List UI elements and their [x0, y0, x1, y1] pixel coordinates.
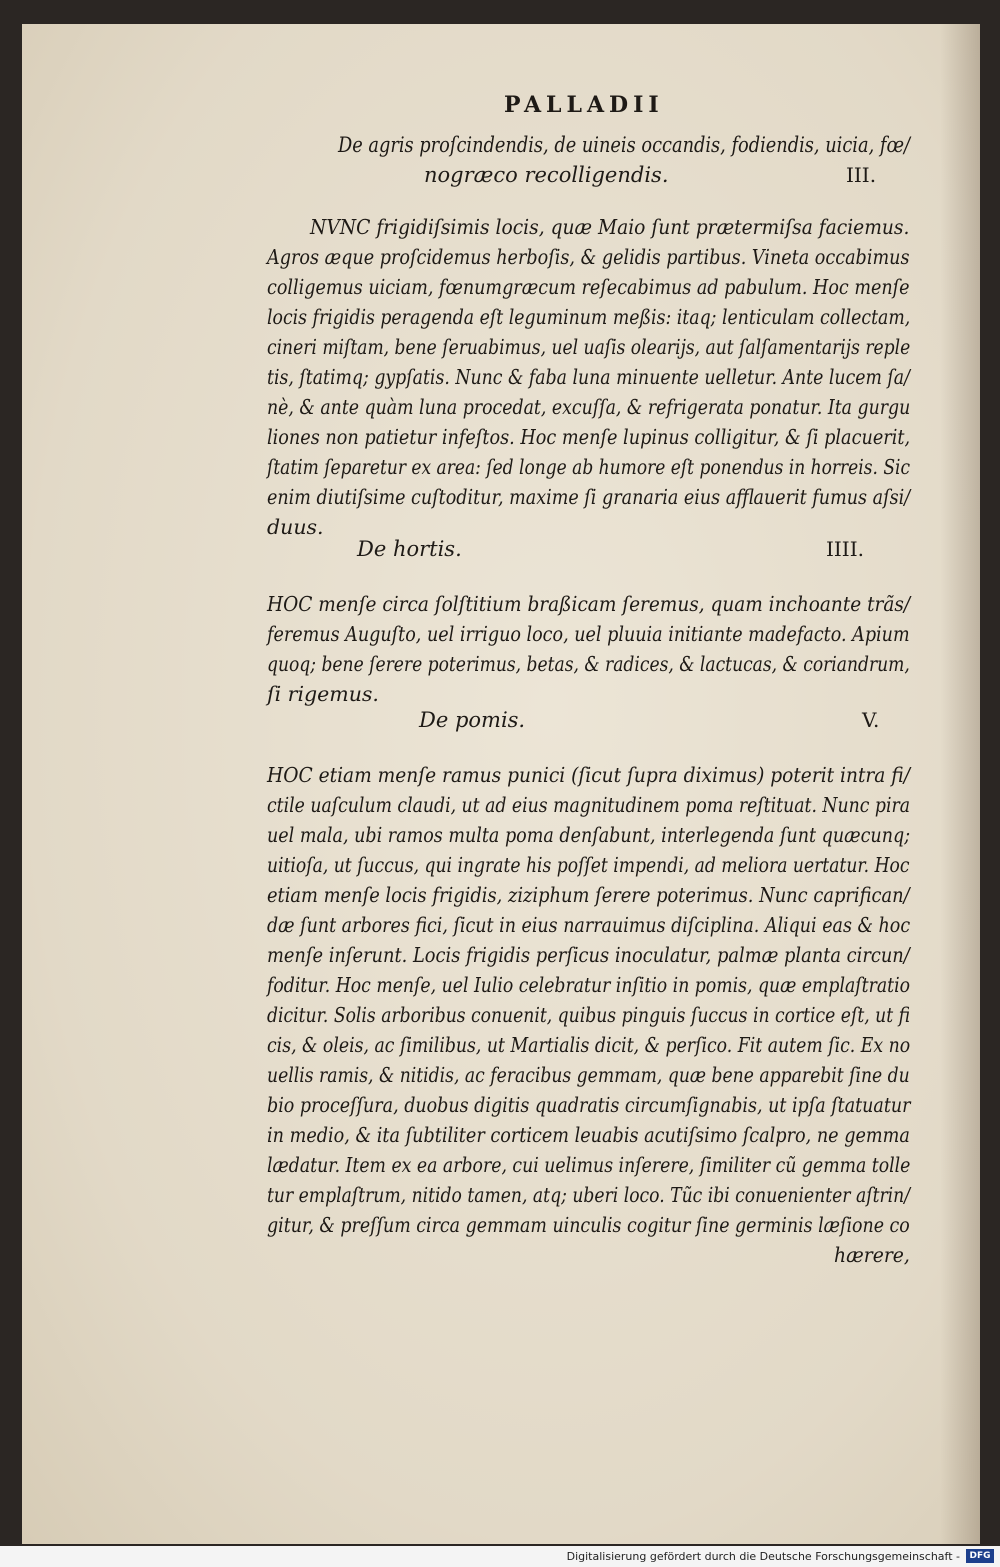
section-numeral: III. — [846, 163, 877, 187]
text-line: in medio, & ita ſubtiliter corticem leuabis acutiſsimo ſcalpro, ne gemma — [267, 1123, 910, 1147]
text-line: bio proceſſura, duobus digitis quadratis circumſignabis, ut ipſa ſtatuatur — [267, 1093, 911, 1117]
section-numeral: V. — [862, 708, 880, 732]
text-line: foditur. Hoc menſe, uel Iulio celebratur inſitio in pomis, quæ emplaſtratio — [267, 973, 911, 997]
text-line: dicitur. Solis arboribus conuenit, quibus pinguis ſuccus in cortice eſt, ut fi — [267, 1003, 911, 1027]
text-line: tur emplaſtrum, nitido tamen, atq; uberi loco. Tũc ibi conuenienter aſtrin/ — [267, 1183, 911, 1207]
text-line: menſe inſerunt. Locis frigidis perſicus inoculatur, palmæ planta circun/ — [267, 943, 910, 967]
text-line: quoq; bene ſerere poterimus, betas, & radices, & lactucas, & coriandrum, — [267, 652, 910, 676]
text-line: enim diutiſsime cuſtoditur, maxime ſi granaria eius afflauerit fumus aſsi/ — [267, 485, 911, 509]
dfg-logo: DFG — [966, 1549, 994, 1563]
text-line: nè, & ante quàm luna procedat, excuſſa, & refrigerata ponatur. Ita gurgu — [267, 395, 911, 419]
text-line: cis, & oleis, ac ſimilibus, ut Martialis dicit, & perſico. Fit autem ſic. Ex no — [267, 1033, 911, 1057]
book-page — [22, 24, 980, 1544]
section-numeral: IIII. — [826, 537, 864, 561]
text-line: uitioſa, ut ſuccus, qui ingrate his poſſet impendi, ad meliora uertatur. Hoc — [267, 853, 910, 877]
section-heading-line: De agris proſcindendis, de uineis occandis, fodiendis, uicia, fœ/ — [338, 133, 911, 157]
text-line: dæ ſunt arbores fici, ſicut in eius narrauimus diſciplina. Aliqui eas & hoc — [267, 913, 911, 937]
text-line: HOC menſe circa ſolſtitium braßicam ſeremus, quam inchoante trãs/ — [267, 592, 911, 616]
text-line: gitur, & preſſum circa gemmam uinculis cogitur ſine germinis læſione co — [267, 1213, 910, 1237]
text-line: HOC etiam menſe ramus punici (ſicut ſupra diximus) poterit intra fi/ — [267, 763, 910, 787]
footer-credit: Digitalisierung gefördert durch die Deutsche Forschungsgemeinschaft - — [566, 1550, 960, 1563]
text-line: cineri miſtam, bene ſeruabimus, uel uaſis olearijs, aut ſalſamentarijs reple — [267, 335, 911, 359]
text-line: ſi rigemus. — [267, 682, 379, 706]
text-line: lædatur. Item ex ea arbore, cui uelimus inſerere, ſimiliter cũ gemma tolle — [267, 1153, 911, 1177]
text-line: uellis ramis, & nitidis, ac feracibus gemmam, quæ bene apparebit ſine du — [267, 1063, 910, 1087]
text-line: liones non patietur infeſtos. Hoc menſe lupinus colligitur, & ſi placuerit, — [267, 425, 911, 449]
page-gutter-shadow — [940, 24, 980, 1544]
text-line: feremus Auguſto, uel irriguo loco, uel pluuia initiante madefacto. Apium — [267, 622, 910, 646]
text-line: ſtatim ſeparetur ex area: ſed longe ab humore eſt ponendus in horreis. Sic — [267, 455, 911, 479]
text-line: ctile uaſculum claudi, ut ad eius magnitudinem poma reſtituat. Nunc pira — [267, 793, 911, 817]
text-line: etiam menſe locis frigidis, ziziphum ſerere poterimus. Nunc caprifican/ — [267, 883, 910, 907]
text-line: tis, ſtatimq; gypſatis. Nunc & faba luna minuente uelletur. Ante lucem ſa/ — [267, 365, 910, 389]
text-line: duus. — [267, 515, 324, 539]
catchword: hærere, — [834, 1243, 910, 1267]
text-line: uel mala, ubi ramos multa poma denſabunt, interlegenda ſunt quæcunq; — [267, 823, 911, 847]
text-line: NVNC frigidiſsimis locis, quæ Maio ſunt prætermiſsa faciemus. — [310, 215, 910, 239]
running-head: PALLADII — [504, 92, 664, 118]
section-heading-line: nogræco recolligendis. — [424, 163, 669, 187]
text-line: Agros æque proſcidemus herboſis, & gelidis partibus. Vineta occabimus — [267, 245, 910, 269]
section-heading-line: De hortis. — [357, 537, 462, 561]
text-line: colligemus uiciam, fœnumgræcum reſecabimus ad pabulum. Hoc menſe — [267, 275, 910, 299]
section-heading-line: De pomis. — [419, 708, 526, 732]
text-line: locis frigidis peragenda eſt leguminum meßis: itaq; lenticulam collectam, — [267, 305, 911, 329]
